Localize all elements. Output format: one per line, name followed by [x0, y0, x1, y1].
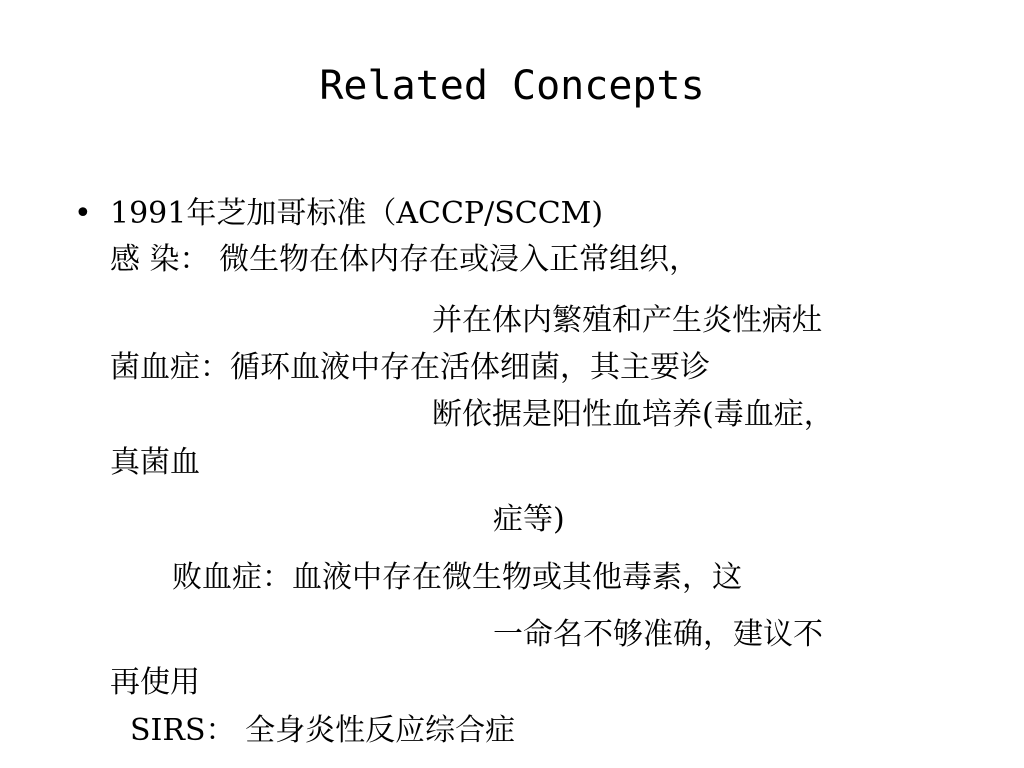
text-line-septicemia-cont: 一命名不够准确，建议不 [493, 617, 823, 652]
text-line-infection-cont: 并在体内繁殖和产生炎性病灶 [432, 303, 822, 338]
text-line-standard: 1991年芝加哥标准（ACCP/SCCM) [110, 196, 604, 231]
text-line-infection: 感 染： 微生物在体内存在或浸入正常组织， [110, 242, 700, 277]
slide-title: Related Concepts [319, 63, 705, 109]
text-line-etc: 症等) [493, 502, 565, 537]
text-line-bacteremia-cont: 断依据是阳性血培养(毒血症， [432, 397, 834, 432]
text-line-sirs: SIRS： 全身炎性反应综合症 [130, 713, 516, 748]
bullet-marker: • [74, 196, 92, 231]
text-line-fungemia: 真菌血 [110, 445, 200, 480]
text-line-bacteremia: 菌血症：循环血液中存在活体细菌，其主要诊 [110, 350, 710, 385]
text-line-no-longer-used: 再使用 [110, 665, 200, 700]
text-line-septicemia: 败血症：血液中存在微生物或其他毒素，这 [172, 560, 742, 595]
